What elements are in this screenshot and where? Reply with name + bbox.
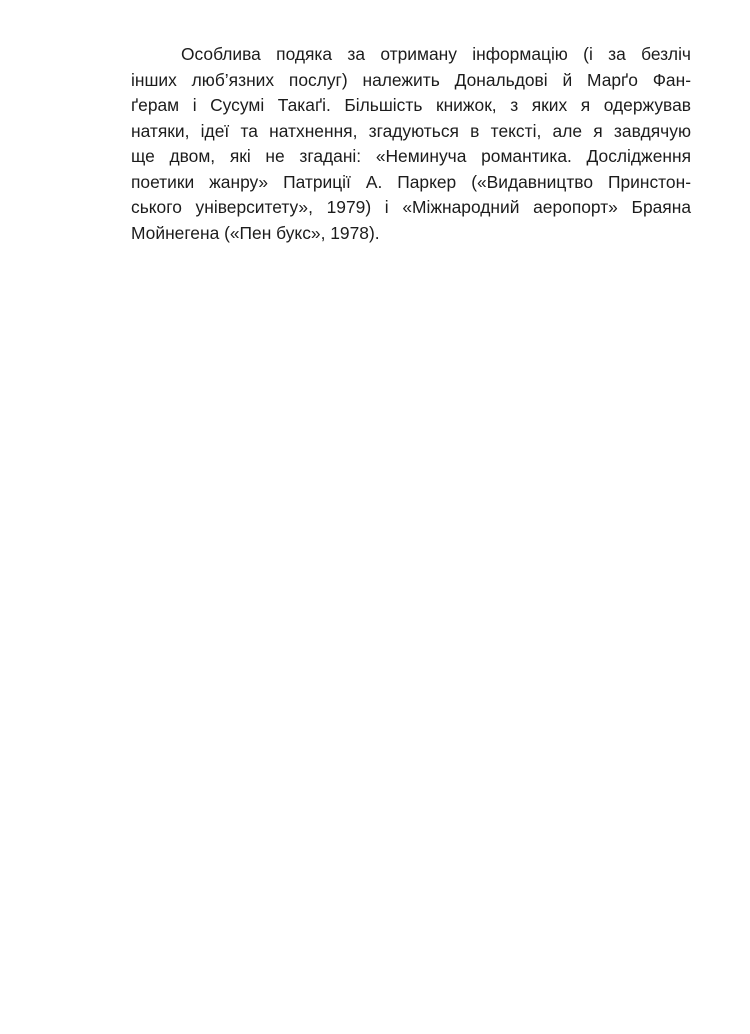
paragraph-line: інших люб’язних послуг) належить Дональдові й Марґо Фан- — [131, 69, 691, 90]
paragraph-line: ще двом, які не згадані: «Неминуча романтика. Дослідження — [131, 146, 691, 166]
paragraph-line: Особлива подяка за отриману інформацію (і за безліч — [181, 44, 691, 64]
acknowledgements-paragraph — [131, 42, 691, 246]
paragraph-line: Мойнегена («Пен букс», 1978). — [131, 222, 380, 243]
paragraph-line: ського університету», 1979) і «Міжнародний аеропорт» Браяна — [131, 197, 691, 217]
paragraph-line: натяки, ідеї та натхнення, згадуються в тексті, але я завдячую — [131, 120, 691, 141]
paragraph-line: ґерам і Сусумі Такаґі. Більшість книжок, з яких я одержував — [131, 95, 691, 115]
paragraph-line: поетики жанру» Патриції А. Паркер («Видавництво Принстон- — [131, 171, 691, 192]
